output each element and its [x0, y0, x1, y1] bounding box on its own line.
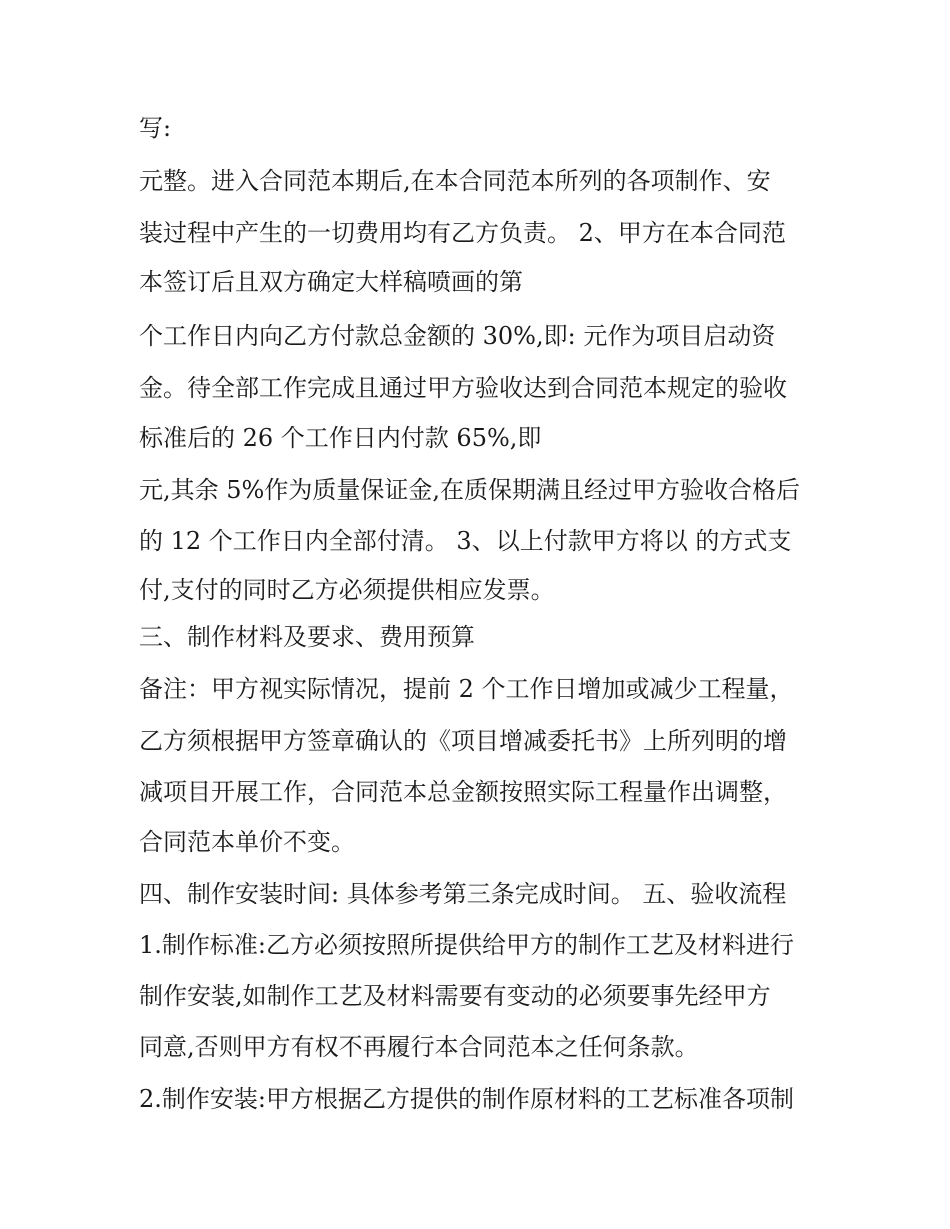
text-line: 标准后的 26 个工作日内付款 65%,即	[139, 424, 542, 452]
text-line: 写:	[139, 114, 172, 142]
text-line: 备注：甲方视实际情况，提前 2 个工作日增加或减少工程量，	[139, 675, 794, 703]
text-line: 元,其余 5%作为质量保证金,在质保期满且经过甲方验收合格后	[139, 476, 800, 504]
text-line: 同意,否则甲方有权不再履行本合同范本之任何条款。	[139, 1033, 699, 1061]
text-line: 个工作日内向乙方付款总金额的 30%,即: 元作为项目启动资	[139, 322, 776, 350]
text-line: 装过程中产生的一切费用均有乙方负责。 2、甲方在本合同范	[139, 219, 786, 247]
text-line: 合同范本单价不变。	[139, 828, 355, 856]
text-line: 本签订后且双方确定大样稿喷画的第	[139, 268, 523, 296]
text-line: 金。待全部工作完成且通过甲方验收达到合同范本规定的验收	[139, 374, 787, 402]
text-line: 2.制作安装:甲方根据乙方提供的制作原材料的工艺标准各项制	[139, 1085, 794, 1113]
section-heading: 三、制作材料及要求、费用预算	[139, 623, 475, 651]
text-line: 元整。进入合同范本期后,在本合同范本所列的各项制作、安	[139, 167, 771, 195]
text-line: 付,支付的同时乙方必须提供相应发票。	[139, 576, 555, 604]
section-heading: 四、制作安装时间: 具体参考第三条完成时间。 五、验收流程	[139, 880, 787, 908]
text-line: 的 12 个工作日内全部付清。 3、以上付款甲方将以 的方式支	[139, 527, 792, 555]
text-line: 乙方须根据甲方签章确认的《项目增减委托书》上所列明的增	[139, 727, 787, 755]
text-line: 减项目开展工作，合同范本总金额按照实际工程量作出调整，	[139, 778, 787, 806]
text-line: 制作安装,如制作工艺及材料需要有变动的必须要事先经甲方	[139, 982, 771, 1010]
text-line: 1.制作标准:乙方必须按照所提供给甲方的制作工艺及材料进行	[139, 931, 794, 959]
